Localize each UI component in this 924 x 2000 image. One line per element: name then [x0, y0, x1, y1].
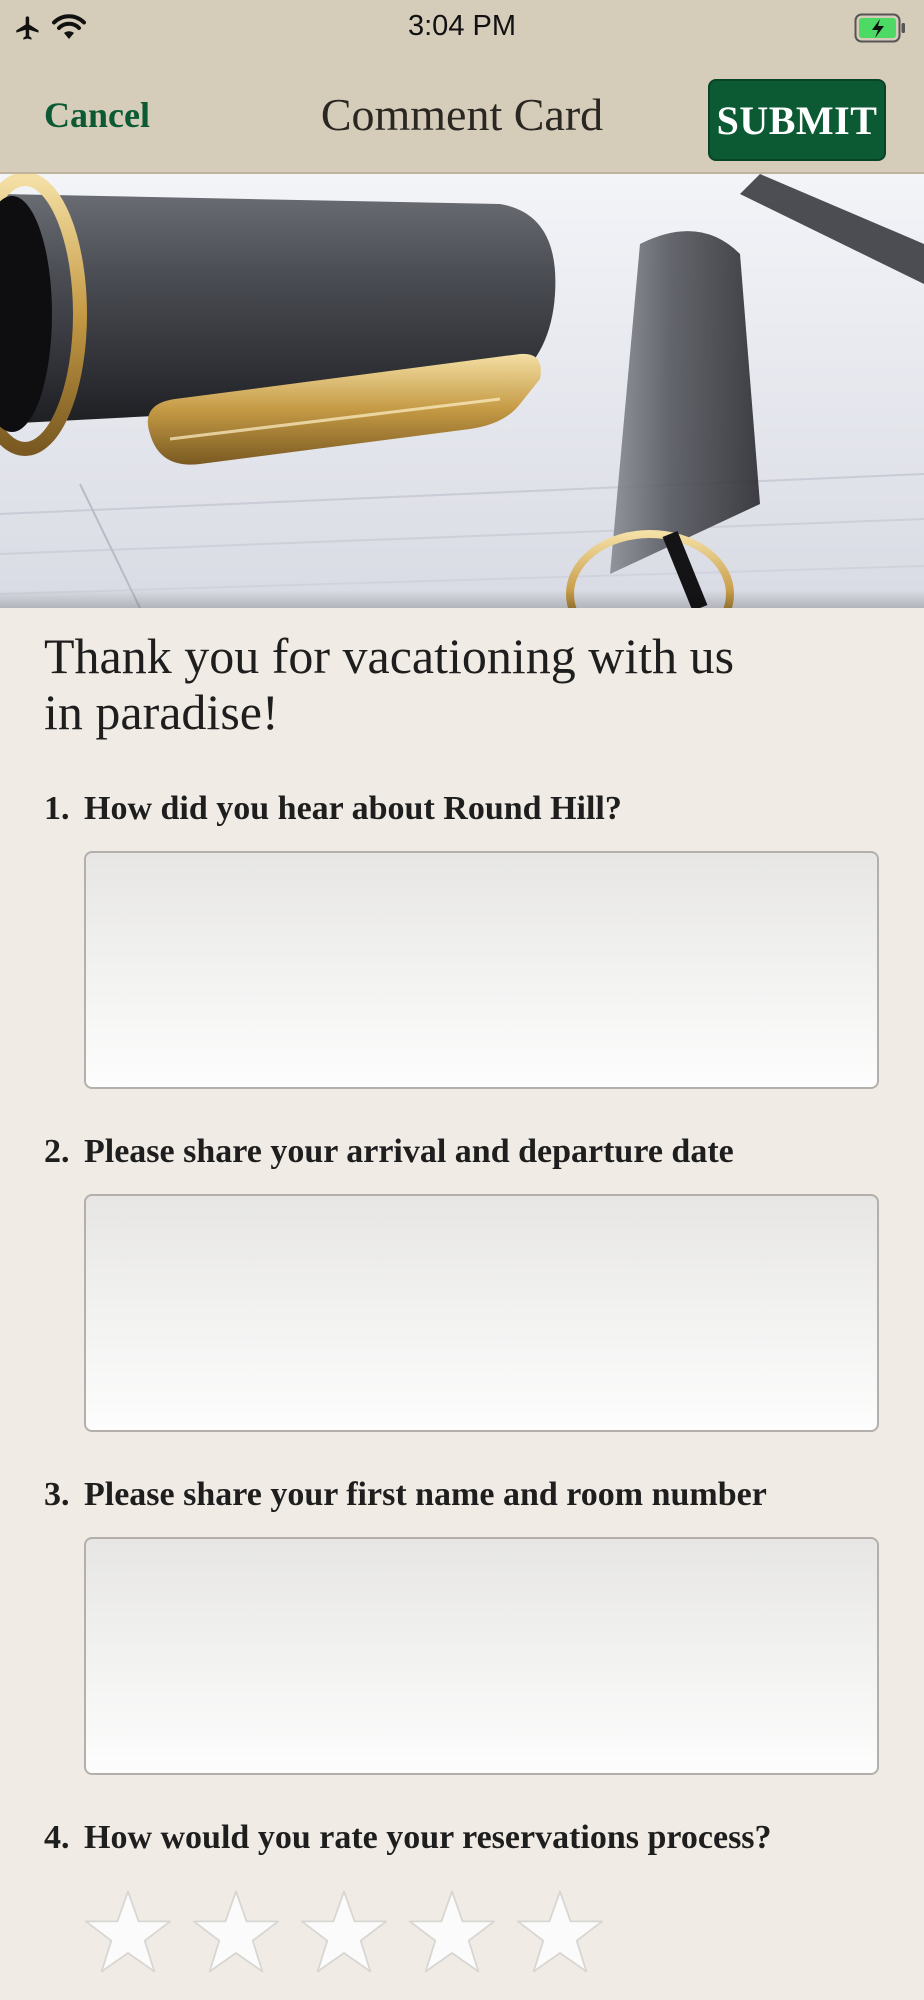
answer-textarea-2[interactable] [86, 1196, 877, 1430]
question-number: 2. [44, 1133, 70, 1170]
star-icon[interactable] [516, 1888, 604, 1974]
status-time: 3:04 PM [408, 10, 516, 42]
question-number: 3. [44, 1476, 70, 1513]
question-text: Please share your arrival and departure date [84, 1133, 734, 1170]
question-4 [44, 1819, 904, 1857]
hero-image [0, 174, 924, 608]
question-text: How did you hear about Round Hill? [84, 790, 622, 827]
star-icon[interactable] [300, 1888, 388, 1974]
question-2 [44, 1133, 904, 1171]
status-bar [0, 0, 924, 56]
answer-textarea-3[interactable] [86, 1539, 877, 1773]
question-3 [44, 1476, 904, 1514]
page-title: Comment Card [320, 89, 604, 140]
question-number: 1. [44, 790, 70, 827]
question-1 [44, 790, 904, 828]
star-icon[interactable] [192, 1888, 280, 1974]
answer-field-3[interactable] [84, 1537, 879, 1775]
star-icon[interactable] [408, 1888, 496, 1974]
rating-stars [84, 1888, 604, 1974]
answer-field-1[interactable] [84, 851, 879, 1089]
question-text: Please share your first name and room number [84, 1476, 767, 1513]
question-text: How would you rate your reservations process? [84, 1819, 772, 1856]
cancel-button[interactable]: Cancel [44, 95, 150, 135]
answer-field-2[interactable] [84, 1194, 879, 1432]
star-icon[interactable] [84, 1888, 172, 1974]
answer-textarea-1[interactable] [86, 853, 877, 1087]
navigation-bar [0, 56, 924, 174]
intro-text: Thank you for vacationing with us in paradise! [44, 628, 735, 740]
question-number: 4. [44, 1819, 70, 1856]
submit-button[interactable]: SUBMIT [708, 79, 886, 161]
battery-charging-icon [854, 13, 906, 48]
